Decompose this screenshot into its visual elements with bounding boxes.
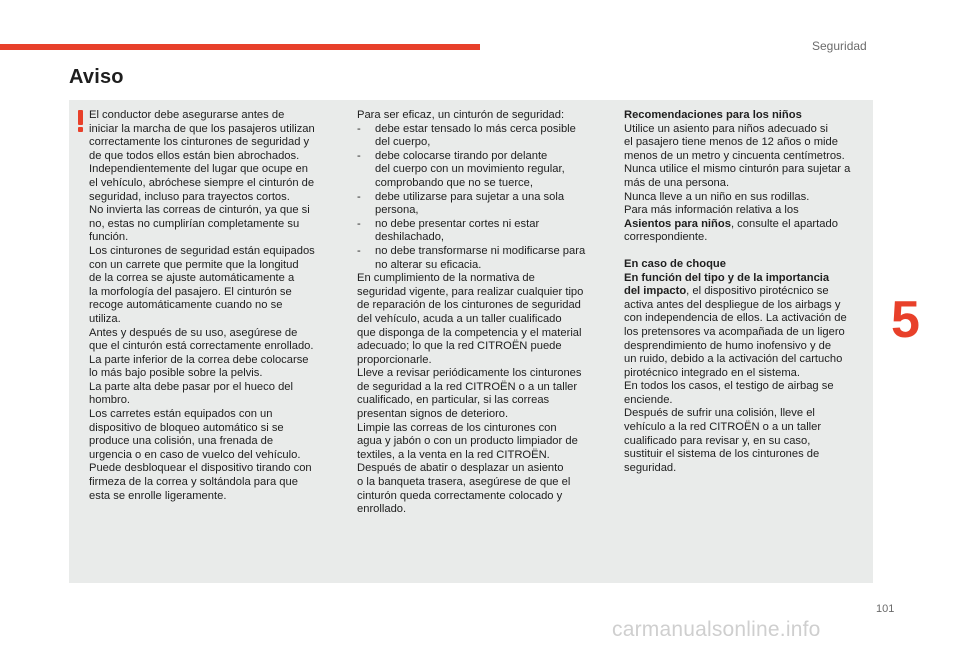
text-line: comprobando que no se tuerce, [375,176,533,189]
text-line: desprendimiento de humo inofensivo y de [624,339,832,352]
text-line: Utilice un asiento para niños adecuado si [624,122,828,135]
text-line: la morfología del pasajero. El cinturón se [89,285,292,298]
text-line: correctamente los cinturones de seguridad y [89,136,310,149]
text-line: En cumplimiento de la normativa de [357,272,535,285]
text-line: seguridad vigente, para realizar cualquier tipo [357,285,584,298]
text-line: Después de sufrir una colisión, lleve el [624,407,815,420]
text-line: del impacto, el dispositivo pirotécnico se [624,285,829,298]
column-left [89,109,347,503]
text-line: Puede desbloquear el dispositivo tirando con [89,462,312,475]
text-line: Después de abatir o desplazar un asiento [357,462,564,475]
list-item [357,245,607,272]
text-line: de reparación de los cinturones de seguridad [357,299,581,312]
section-label: Seguridad [812,39,867,53]
text-line: proporcionarle. [357,353,432,366]
list-dash: - [357,149,361,162]
text-line: iniciar la marcha de que los pasajeros utilizan [89,122,315,135]
text-line: urgencia o en caso de vuelco del vehículo. [89,448,301,461]
text-line: de la correa se ajuste automáticamente a [89,272,295,285]
text-line: menos de un metro y cincuenta centímetros. [624,149,845,162]
text-line: debe estar tensado lo más cerca posible [375,122,576,135]
text-line: debe colocarse tirando por delante [375,149,548,162]
text-line: un ruido, debido a la activación del cartucho [624,353,843,366]
text-line: no, estas no cumplirían completamente su [89,217,300,230]
text-line: cualificado para revisar y, en su caso, [624,434,811,447]
text-line: hombro. [89,394,131,407]
text-line: Para más información relativa a los [624,204,799,217]
text-line: La parte inferior de la correa debe colocarse [89,353,309,366]
text-line: no alterar su eficacia. [375,258,482,271]
column-middle [357,109,607,517]
text-line: En todos los casos, el testigo de airbag se [624,380,834,393]
text-line: seguridad. [624,461,677,474]
text-line: utiliza. [89,312,121,325]
list-item [357,218,607,245]
text-line: los pretensores va acompañada de un ligero [624,325,845,338]
text-line: que disponga de la competencia y el material [357,326,582,339]
list-dash: - [357,122,361,135]
text-line: La parte alta debe pasar por el hueco del [89,380,294,393]
text-line: o la banqueta trasera, asegúrese de que el [357,476,571,489]
text-line: sustituir el sistema de los cinturones de [624,448,820,461]
text-line: cinturón queda correctamente colocado y [357,489,563,502]
text-line: produce una colisión, una frenada de [89,435,274,448]
text-line: adecuado; lo que la red CITROËN puede [357,340,562,353]
text-line: lo más bajo posible sobre la pelvis. [89,367,263,380]
text-line: función. [89,231,129,244]
text-line: activa antes del despliegue de los airbags y [624,298,841,311]
text-line: del vehículo, acuda a un taller cualificado [357,312,562,325]
text-line: de que todos ellos están bien abrochados. [89,149,300,162]
text-line: debe utilizarse para sujetar a una sola [375,190,565,203]
text-line: con un carrete que permite que la longitud [89,258,299,271]
text-line: persona, [375,204,419,217]
text-line: del cuerpo, [375,136,431,149]
text-line: Para ser eficaz, un cinturón de seguridad: [357,109,565,121]
text-line: vehículo a la red CITROËN o a un taller [624,421,822,434]
text-line: cualificado, en particular, si las correas [357,394,550,407]
watermark: carmanualsonline.info [612,618,821,641]
text-line: textiles, a la venta en la red CITROËN. [357,448,550,461]
text-line: dispositivo de bloqueo automático si se [89,421,284,434]
page-number: 101 [876,603,895,615]
text-line: Antes y después de su uso, asegúrese de [89,326,298,339]
text-line: del cuerpo con un movimiento regular, [375,163,565,176]
text-line: no debe transformarse ni modificarse para [375,244,586,257]
text-line: firmeza de la correa y soltándola para que [89,476,298,489]
text-line: Nunca utilice el mismo cinturón para sujetar a [624,163,851,176]
text-line: enrollado. [357,503,407,516]
text-line: enciende. [624,393,673,406]
text-line: deshilachado, [375,231,445,244]
text-line: Los cinturones de seguridad están equipados [89,244,315,257]
text-line: esta se enrolle ligeramente. [89,489,227,502]
warning-icon [76,110,85,132]
header-accent-bar [0,44,480,50]
text-line: el vehículo, abróchese siempre el cinturón de [89,176,315,189]
text-line: el pasajero tiene menos de 12 años o mide [624,136,838,149]
list-dash: - [357,217,361,230]
kids-heading: Recomendaciones para los niños [624,109,802,121]
column-right [624,109,872,475]
text-line: correspondiente. [624,231,708,244]
text-line: pirotécnico integrado en el sistema. [624,366,800,379]
chapter-number: 5 [891,291,920,349]
crash-heading: En caso de choque [624,257,726,270]
list-dash: - [357,244,361,257]
text-line: Limpie las correas de los cinturones con [357,421,557,434]
list-item [357,191,607,218]
text-line: recoge automáticamente cuando no se [89,299,283,312]
text-line: En función del tipo y de la importancia [624,271,830,284]
text-line: que el cinturón está correctamente enrollado. [89,340,314,353]
text-line: Lleve a revisar periódicamente los cinturones [357,367,582,380]
text-line: agua y jabón o con un producto limpiador de [357,435,578,448]
list-item [357,150,607,191]
list-dash: - [357,190,361,203]
text-line: más de una persona. [624,176,730,189]
text-line: presentan signos de deterioro. [357,408,509,421]
text-line: seguridad, incluso para trayectos cortos. [89,190,290,203]
text-line: con independencia de ellos. La activación de [624,312,847,325]
text-line: El conductor debe asegurarse antes de [89,109,285,121]
page-title: Aviso [69,66,124,88]
list-item [357,123,607,150]
text-line: Independientemente del lugar que ocupe en [89,163,308,176]
text-line: Los carretes están equipados con un [89,408,273,421]
text-line: Nunca lleve a un niño en sus rodillas. [624,190,810,203]
text-line: no debe presentar cortes ni estar [375,217,540,230]
text-line: de seguridad a la red CITROËN o a un taller [357,380,578,393]
text-line: Asientos para niños, consulte el apartado [624,217,838,230]
text-line: No invierta las correas de cinturón, ya que si [89,204,310,217]
cross-reference: Asientos para niños [624,217,731,230]
